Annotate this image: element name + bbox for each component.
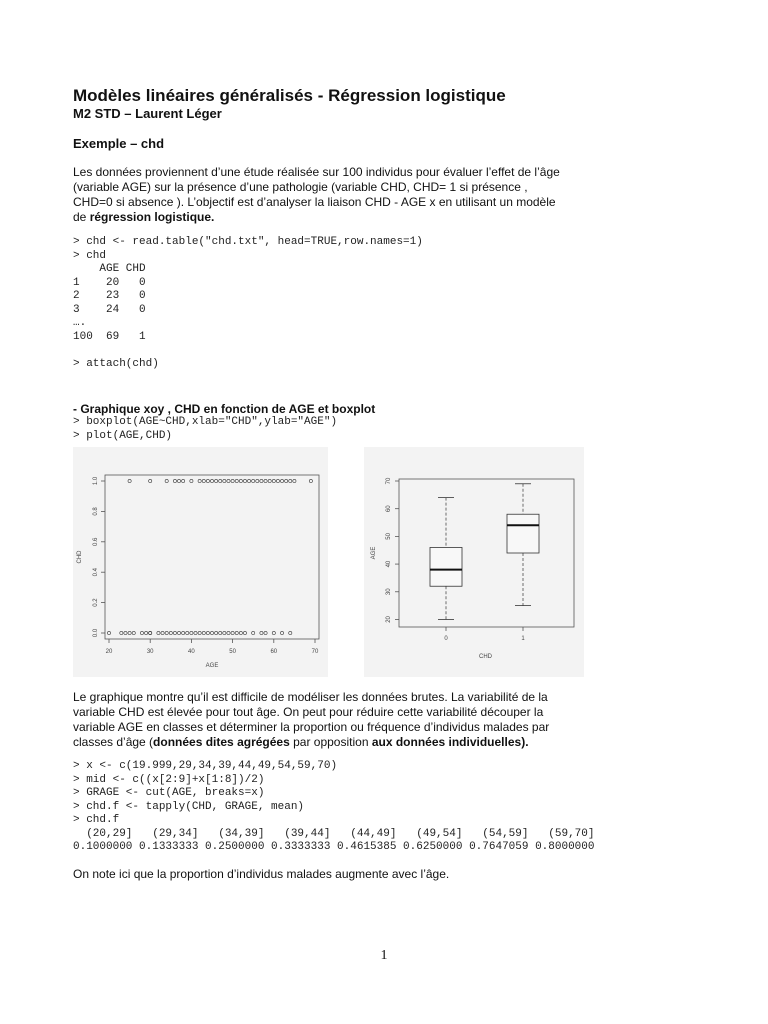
code-line: 1 20 0 xyxy=(73,276,146,289)
data-point xyxy=(239,479,242,482)
data-point xyxy=(128,631,131,634)
data-point xyxy=(227,631,230,634)
y-tick-label: 0.2 xyxy=(93,598,99,607)
analysis-line: variable CHD est élevée pour tout âge. On peut pour réduire cette variabilité découper la xyxy=(73,705,544,719)
code-line: > chd.f xyxy=(73,814,120,826)
data-point xyxy=(260,631,263,634)
data-point xyxy=(165,479,168,482)
y-axis-label: CHD xyxy=(77,550,83,564)
data-point xyxy=(190,631,193,634)
plot-frame xyxy=(105,475,319,639)
data-point xyxy=(173,631,176,634)
x-tick-label: 30 xyxy=(146,649,154,655)
intro-line xyxy=(73,210,599,225)
y-tick-label: 0.6 xyxy=(93,537,99,546)
data-point xyxy=(206,631,209,634)
graph-section-heading: - Graphique xoy , CHD en fonction de AGE et boxplot xyxy=(73,402,376,416)
code-line: > mid <- c((x[2:9]+x[1:8])/2) xyxy=(73,773,265,786)
y-tick-label: 30 xyxy=(386,588,392,596)
data-point xyxy=(215,631,218,634)
analysis-text: classes d’âge ( xyxy=(73,735,154,749)
data-point xyxy=(144,631,147,634)
data-point xyxy=(289,631,292,634)
data-point xyxy=(280,631,283,634)
data-point xyxy=(268,479,271,482)
code-block-1 xyxy=(73,236,423,371)
data-point xyxy=(293,479,296,482)
x-tick-label: 0 xyxy=(444,636,448,642)
y-tick-label: 1.0 xyxy=(93,476,99,486)
intro-text: de xyxy=(73,210,90,224)
data-point xyxy=(173,479,176,482)
data-point xyxy=(165,631,168,634)
data-point xyxy=(231,479,234,482)
data-point xyxy=(182,479,185,482)
data-point xyxy=(276,479,279,482)
data-point xyxy=(223,631,226,634)
data-point xyxy=(120,631,123,634)
y-tick-label: 20 xyxy=(386,616,392,623)
y-tick-label: 70 xyxy=(386,477,392,485)
scatter-plot xyxy=(73,447,328,677)
x-tick-label: 20 xyxy=(105,649,113,655)
data-point xyxy=(202,631,205,634)
analysis-paragraph xyxy=(73,690,599,750)
data-point xyxy=(252,631,255,634)
code-line: > boxplot(AGE~CHD,xlab="CHD",ylab="AGE") xyxy=(73,416,338,428)
data-point xyxy=(252,479,255,482)
data-point xyxy=(227,479,230,482)
data-point xyxy=(210,479,213,482)
section-heading: Exemple – chd xyxy=(73,136,165,151)
data-point xyxy=(264,479,267,482)
data-point xyxy=(243,631,246,634)
intro-paragraph xyxy=(73,165,599,225)
data-point xyxy=(107,631,110,634)
data-point xyxy=(210,631,213,634)
x-tick-label: 60 xyxy=(270,649,278,655)
data-point xyxy=(186,631,189,634)
data-point xyxy=(272,479,275,482)
code-line: > attach(chd) xyxy=(73,357,159,370)
code-block-graph xyxy=(73,416,337,443)
data-point xyxy=(194,631,197,634)
data-point xyxy=(235,631,238,634)
data-point xyxy=(132,631,135,634)
code-line: 3 24 0 xyxy=(73,303,146,316)
conclusion-text: On note ici que la proportion d’individus malades augmente avec l’âge. xyxy=(73,867,450,881)
data-point xyxy=(202,479,205,482)
data-point xyxy=(124,631,127,634)
box-iqr xyxy=(430,547,462,586)
code-line: > plot(AGE,CHD) xyxy=(73,429,173,442)
data-point xyxy=(243,479,246,482)
data-point xyxy=(177,631,180,634)
x-tick-label: 40 xyxy=(188,649,195,655)
data-point xyxy=(223,479,226,482)
analysis-line: Le graphique montre qu’il est difficile de modéliser les données brutes. La variabilité de la xyxy=(73,690,548,704)
analysis-line: variable AGE en classes et déterminer la proportion ou fréquence d’individus malades par xyxy=(73,720,550,734)
data-point xyxy=(247,479,250,482)
page-number: 1 xyxy=(380,948,388,963)
data-point xyxy=(219,631,222,634)
analysis-bold: données dites agrégées xyxy=(153,735,290,749)
data-point xyxy=(231,631,234,634)
code-line: 2 23 0 xyxy=(73,290,146,302)
x-tick-label: 50 xyxy=(229,649,236,655)
data-point xyxy=(256,479,259,482)
data-point xyxy=(309,479,312,482)
plot-frame xyxy=(399,479,574,627)
data-point xyxy=(182,631,185,634)
x-tick-label: 1 xyxy=(521,636,525,642)
scatter-plot-panel xyxy=(73,447,328,677)
data-point xyxy=(140,631,143,634)
code-line: 0.1000000 0.1333333 0.2500000 0.3333333 0.4615385 0.6250000 0.7647059 0.8000000 xyxy=(73,841,595,853)
data-point xyxy=(149,479,152,482)
y-tick-label: 0.4 xyxy=(93,568,99,577)
y-axis-label: AGE xyxy=(371,546,377,560)
data-point xyxy=(161,631,164,634)
code-line: > chd <- read.table("chd.txt", head=TRUE,row.names=1) xyxy=(73,236,423,248)
data-point xyxy=(206,479,209,482)
intro-line: Les données proviennent d’une étude réalisée sur 100 individus pour évaluer l’effet de l’âge xyxy=(73,165,560,179)
code-line: …. xyxy=(73,317,87,329)
box-iqr xyxy=(507,514,539,553)
code-line: > chd.f <- tapply(CHD, GRAGE, mean) xyxy=(73,800,305,813)
code-line: AGE CHD xyxy=(73,263,146,275)
code-line xyxy=(73,344,423,358)
data-point xyxy=(260,479,263,482)
data-point xyxy=(215,479,218,482)
y-tick-label: 0.8 xyxy=(93,507,99,516)
y-tick-label: 0.0 xyxy=(93,628,99,638)
code-line: > chd xyxy=(73,249,107,262)
x-tick-label: 70 xyxy=(311,649,319,655)
boxplot-panel xyxy=(364,447,584,677)
x-axis-label: AGE xyxy=(205,663,219,669)
data-point xyxy=(198,479,201,482)
analysis-line xyxy=(73,735,599,750)
y-tick-label: 60 xyxy=(386,505,392,513)
code-block-2 xyxy=(73,760,595,855)
y-tick-label: 40 xyxy=(386,560,392,568)
page-title: Modèles linéaires généralisés - Régression logistique xyxy=(73,86,506,105)
analysis-bold: aux données individuelles). xyxy=(371,735,529,749)
code-line: 100 69 1 xyxy=(73,330,146,343)
data-point xyxy=(272,631,275,634)
data-point xyxy=(285,479,288,482)
intro-line: CHD=0 si absence ). L’objectif est d’analyser la liaison CHD - AGE x en utilisant un modèle xyxy=(73,195,556,209)
data-point xyxy=(149,631,152,634)
x-axis-label: CHD xyxy=(479,654,492,660)
data-point xyxy=(219,479,222,482)
data-point xyxy=(289,479,292,482)
intro-line: (variable AGE) sur la présence d’une pathologie (variable CHD, CHD= 1 si présence , xyxy=(73,180,528,194)
data-point xyxy=(264,631,267,634)
data-point xyxy=(239,631,242,634)
code-line: (20,29] (29,34] (34,39] (39,44] (44,49] (49,54] (54,59] (59,70] xyxy=(73,827,595,840)
intro-bold: régression logistique. xyxy=(89,210,215,224)
data-point xyxy=(157,631,160,634)
data-point xyxy=(169,631,172,634)
author-line: M2 STD – Laurent Léger xyxy=(73,106,222,121)
boxplot-chart xyxy=(364,447,584,677)
code-line: > x <- c(19.999,29,34,39,44,49,54,59,70) xyxy=(73,760,338,772)
y-tick-label: 50 xyxy=(386,533,392,540)
data-point xyxy=(177,479,180,482)
analysis-text: par opposition xyxy=(289,735,372,749)
data-point xyxy=(128,479,131,482)
data-point xyxy=(190,479,193,482)
code-line: > GRAGE <- cut(AGE, breaks=x) xyxy=(73,787,265,799)
data-point xyxy=(235,479,238,482)
data-point xyxy=(280,479,283,482)
data-point xyxy=(198,631,201,634)
